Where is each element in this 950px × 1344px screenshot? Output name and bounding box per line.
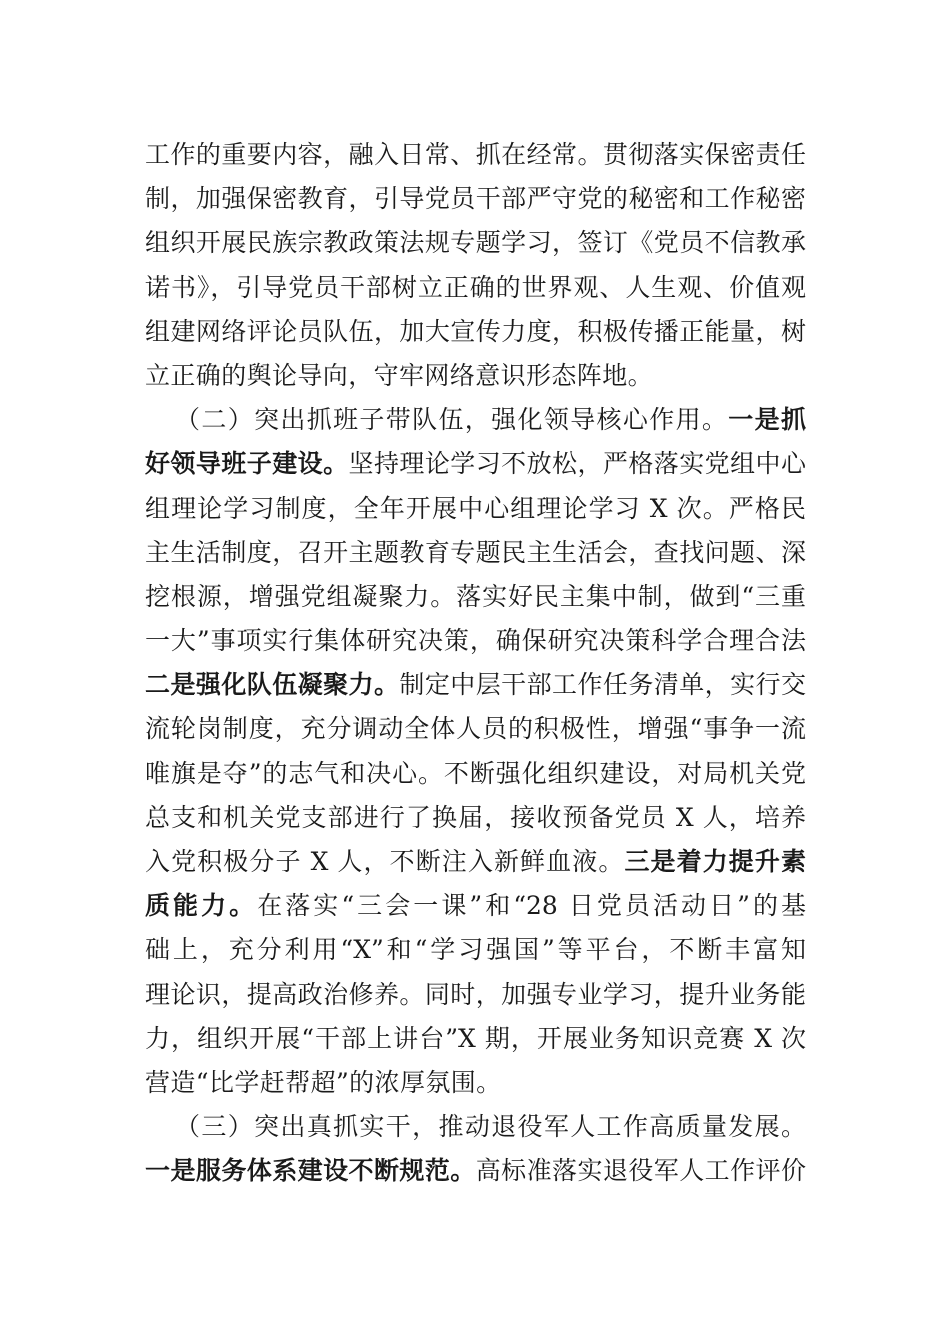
text-segment: 在落实“三会一课”和“28 日党员活动日”的基 xyxy=(257,891,806,921)
text-line xyxy=(145,973,806,1017)
text-line xyxy=(145,928,806,972)
bold-key-phrase: 三是着力提升素 xyxy=(624,847,806,876)
text-segment: 力，组织开展“干部上讲台”X 期，开展业务知识竞赛 X 次 xyxy=(145,1023,806,1053)
text-line xyxy=(145,575,806,619)
text-segment: 制，加强保密教育，引导党员干部严守党的秘密和工作秘密 xyxy=(145,184,806,214)
text-segment: 营造“比学赶帮超”的浓厚氛围。 xyxy=(145,1067,502,1097)
text-segment: 理论识，提高政治修养。同时，加强专业学习，提升业务能 xyxy=(145,979,806,1009)
text-line xyxy=(145,133,806,177)
text-line xyxy=(145,663,806,707)
text-line xyxy=(145,1017,806,1061)
text-segment: 础上，充分利用“X”和“学习强国”等平台，不断丰富知 xyxy=(145,935,806,965)
document-body xyxy=(145,133,806,1194)
text-segment: 入党积极分子 X 人，不断注入新鲜血液。 xyxy=(145,847,625,876)
text-line xyxy=(145,531,806,575)
bold-key-phrase: 一是服务体系建设不断规范。 xyxy=(145,1156,476,1186)
text-segment: 高标准落实退役军人工作评价 xyxy=(475,1156,806,1186)
text-segment: 流轮岗制度，充分调动全体人员的积极性，增强“事争一流 xyxy=(145,714,806,744)
text-segment: 工作的重要内容，融入日常、抓在经常。贯彻落实保密责任 xyxy=(145,140,806,169)
text-segment: 诺书》，引导党员干部树立正确的世界观、人生观、价值观 xyxy=(145,272,806,302)
text-line xyxy=(145,752,806,796)
section-heading-line xyxy=(145,398,806,442)
text-segment: （二）突出抓班子带队伍，强化领导核心作用。 xyxy=(175,405,729,435)
bold-key-phrase: 质能力。 xyxy=(145,891,258,921)
text-segment: 主生活制度，召开主题教育专题民主生活会，查找问题、深 xyxy=(145,537,806,567)
text-segment: 组建网络评论员队伍，加大宣传力度，积极传播正能量，树 xyxy=(145,316,806,346)
text-segment: （三）突出真抓实干，推动退役军人工作高质量发展。 xyxy=(175,1112,806,1142)
text-line xyxy=(145,796,806,840)
text-line xyxy=(145,442,806,486)
text-line xyxy=(145,266,806,310)
text-line xyxy=(145,840,806,884)
text-line xyxy=(145,177,806,221)
text-line xyxy=(145,707,806,751)
bold-key-phrase: 一是抓 xyxy=(728,405,806,435)
section-heading-line xyxy=(145,1105,806,1149)
text-segment: 组织开展民族宗教政策法规专题学习，签订《党员不信教承 xyxy=(145,228,806,258)
text-line xyxy=(145,884,806,928)
text-line xyxy=(145,221,806,265)
text-segment: 一大”事项实行集体研究决策，确保研究决策科学合理合法 xyxy=(145,626,806,656)
text-segment: 挖根源，增强党组凝聚力。落实好民主集中制，做到“三重 xyxy=(145,581,806,611)
text-segment: 唯旗是夺”的志气和决心。不断强化组织建设，对局机关党 xyxy=(145,758,806,788)
text-segment: 坚持理论学习不放松，严格落实党组中心 xyxy=(348,449,806,479)
text-segment: 立正确的舆论导向，守牢网络意识形态阵地。 xyxy=(145,360,654,390)
text-segment: 组理论学习制度，全年开展中心组理论学习 X 次。严格民 xyxy=(145,493,806,523)
text-segment: 制定中层干部工作任务清单，实行交 xyxy=(399,670,806,700)
text-line xyxy=(145,310,806,354)
bold-key-phrase: 二是强化队伍凝聚力。 xyxy=(145,670,400,700)
text-line xyxy=(145,619,806,663)
text-line xyxy=(145,487,806,531)
text-line xyxy=(145,1149,806,1193)
text-segment: 总支和机关党支部进行了换届，接收预备党员 X 人，培养 xyxy=(145,802,806,832)
text-line xyxy=(145,1061,806,1105)
text-line xyxy=(145,354,806,398)
bold-key-phrase: 好领导班子建设。 xyxy=(145,449,349,479)
